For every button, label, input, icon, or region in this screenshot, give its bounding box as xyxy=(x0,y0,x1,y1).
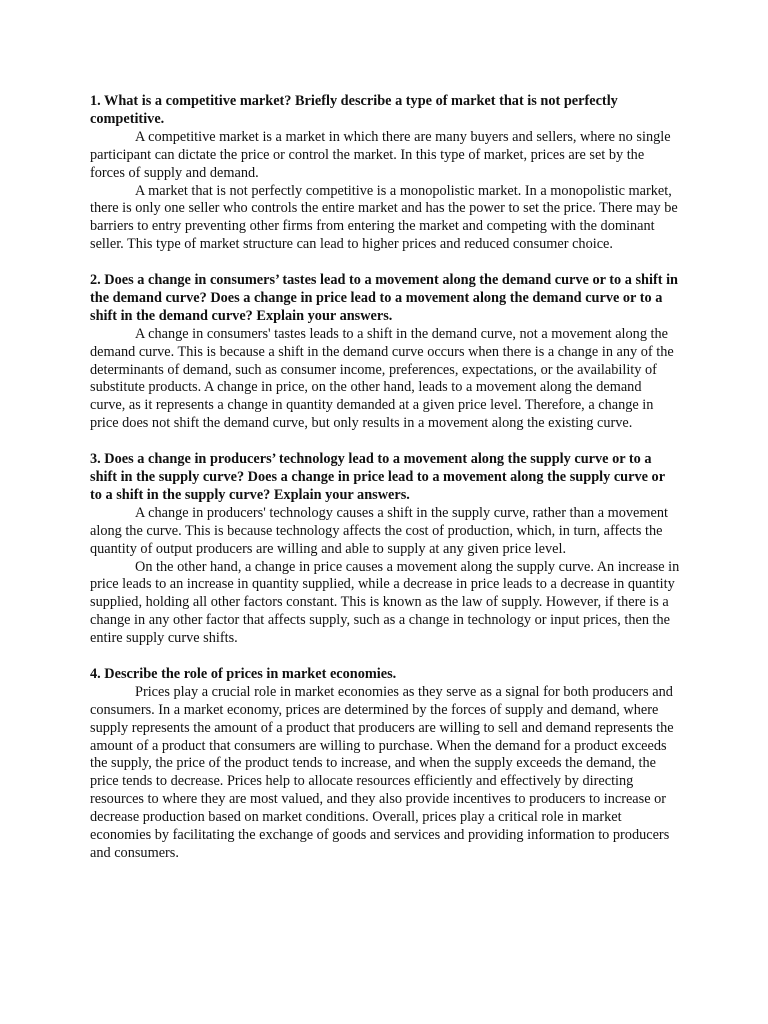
answer-paragraph: On the other hand, a change in price causes a movement along the supply curve. An increase in price leads to an increase in quantity supplied, while a decrease in price leads to a decrease in quantity supplied, holding all other factors constant. This is known as the law of supply. However, if there is a change in any other factor that affects supply, such as a change in technology or input prices, then the entire supply curve shifts. xyxy=(90,558,680,647)
answer-paragraph: A market that is not perfectly competitive is a monopolistic market. In a monopolistic market, there is only one seller who controls the entire market and has the power to set the price. There may be barriers to entry preventing other firms from entering the market and competing with the dominant seller. This type of market structure can lead to higher prices and reduced consumer choice. xyxy=(90,182,678,253)
question-2: 2. Does a change in consumers’ tastes lead to a movement along the demand curve or to a shift in the demand curve? Does a change in price lead to a movement along the demand curve or to a shift in the demand curve? Explain your answers. xyxy=(90,272,678,324)
answer-paragraph: A change in consumers' tastes leads to a shift in the demand curve, not a movement along the demand curve. This is because a shift in the demand curve occurs when there is a change in any of the determinants of demand, such as consumer income, preferences, expectations, or the availability of substitute products. A change in price, on the other hand, leads to a movement along the demand curve, as it represents a change in quantity demanded at a given price level. Therefore, a change in price does not shift the demand curve, but only results in a movement along the existing curve. xyxy=(90,325,674,432)
section-1 xyxy=(90,93,680,254)
question-4: 4. Describe the role of prices in market economies. xyxy=(90,665,397,682)
section-4 xyxy=(90,666,680,863)
section-3 xyxy=(90,451,680,648)
answer-paragraph: Prices play a crucial role in market economies as they serve as a signal for both producers and consumers. In a market economy, prices are determined by the forces of supply and demand, where supply represents the amount of a product that producers are willing to sell and demand represents the amount of a product that consumers are willing to purchase. When the demand for a product exceeds the supply, the price of the product tends to increase, and when the supply exceeds the demand, the price tends to decrease. Prices help to allocate resources efficiently and effectively by directing resources to where they are most valued, and they also provide incentives to producers to increase or decrease production based on market conditions. Overall, prices play a critical role in market economies by facilitating the exchange of goods and services and providing information to producers and consumers. xyxy=(90,683,674,862)
answer-paragraph: A change in producers' technology causes a shift in the supply curve, rather than a movement along the curve. This is because technology affects the cost of production, which, in turn, affects the quantity of output producers are willing and able to supply at any given price level. xyxy=(90,504,668,557)
section-2 xyxy=(90,272,680,433)
question-3: 3. Does a change in producers’ technology lead to a movement along the supply curve or to a shift in the supply curve? Does a change in price lead to a movement along the supply curve or to a shift in the supply curve? Explain your answers. xyxy=(90,451,665,503)
document-page xyxy=(90,93,680,881)
question-1: 1. What is a competitive market? Briefly describe a type of market that is not perfectly competitive. xyxy=(90,93,618,127)
answer-paragraph: A competitive market is a market in which there are many buyers and sellers, where no single participant can dictate the price or control the market. In this type of market, prices are set by the forces of supply and demand. xyxy=(90,128,671,181)
